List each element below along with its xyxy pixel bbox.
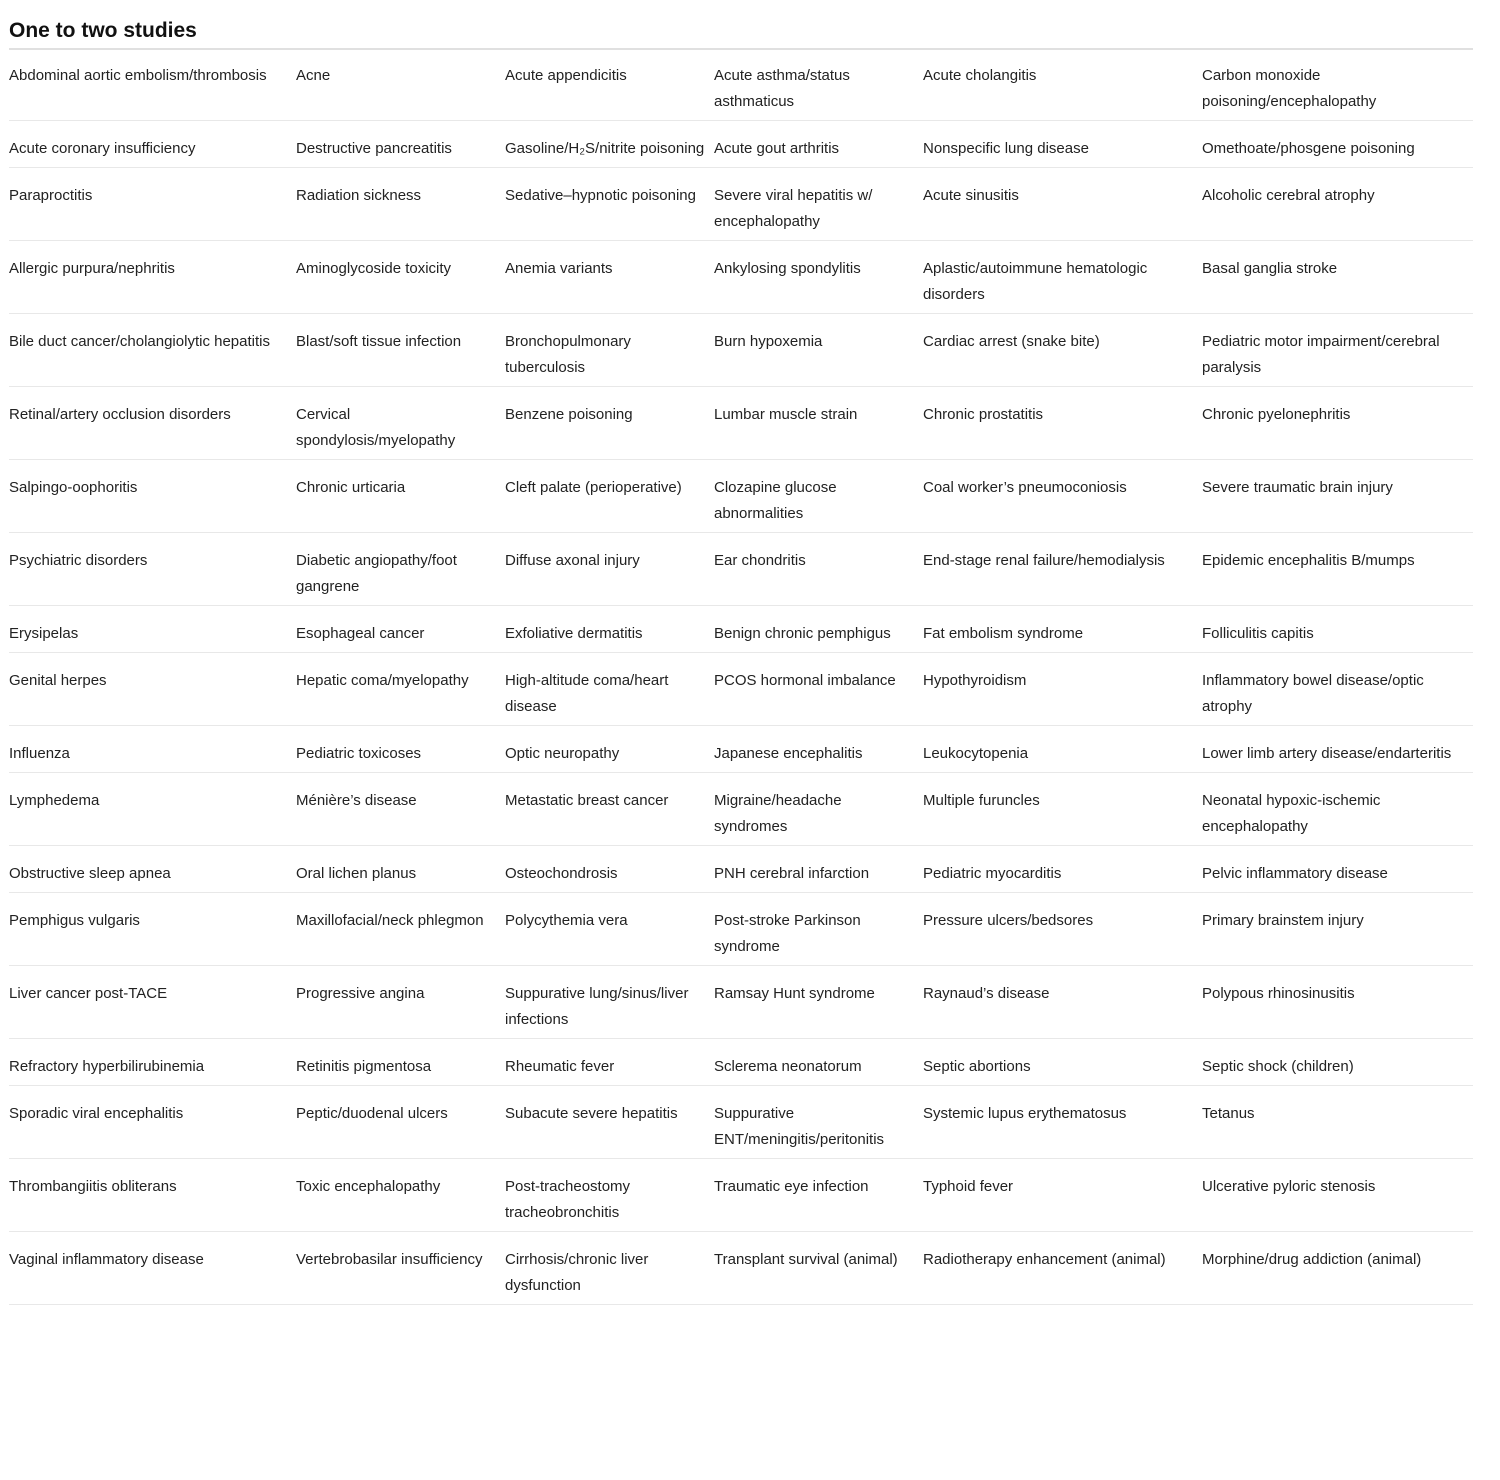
table-cell: Peptic/duodenal ulcers <box>296 1105 448 1122</box>
table-cell: Septic shock (children) <box>1202 1058 1354 1075</box>
table-cell: Migraine/headache syndromes <box>714 792 842 835</box>
table-cell: Psychiatric disorders <box>9 552 148 569</box>
table-cell: Epidemic encephalitis B/mumps <box>1202 552 1415 569</box>
table-cell: Optic neuropathy <box>505 745 620 762</box>
table-cell: Maxillofacial/neck phlegmon <box>296 912 484 929</box>
table-cell: Chronic pyelonephritis <box>1202 406 1351 423</box>
table-row <box>9 387 1473 460</box>
table-cell: Bile duct cancer/cholangiolytic hepatitis <box>9 333 270 350</box>
table-cell: Acute cholangitis <box>923 67 1037 84</box>
table-cell: Allergic purpura/nephritis <box>9 260 175 277</box>
table-cell: Multiple furuncles <box>923 792 1040 809</box>
table-cell: Ulcerative pyloric stenosis <box>1202 1178 1376 1195</box>
table-cell: Acute sinusitis <box>923 187 1019 204</box>
table-row <box>9 1232 1473 1305</box>
table-cell: Acute coronary insufficiency <box>9 140 196 157</box>
table-cell: Diffuse axonal injury <box>505 552 640 569</box>
table-cell: Cardiac arrest (snake bite) <box>923 333 1100 350</box>
table-cell: Severe traumatic brain injury <box>1202 479 1393 496</box>
table-cell: Oral lichen planus <box>296 865 417 882</box>
table-cell: Suppurative lung/sinus/liver infections <box>505 985 689 1028</box>
table-cell: Hepatic coma/myelopathy <box>296 672 469 689</box>
table-cell: Toxic encephalopathy <box>296 1178 441 1195</box>
table-cell: Subacute severe hepatitis <box>505 1105 678 1122</box>
table-cell: Acute gout arthritis <box>714 140 840 157</box>
table-cell: Pelvic inflammatory disease <box>1202 865 1388 882</box>
table-cell: Pediatric motor impairment/cerebral paralysis <box>1202 333 1440 376</box>
table-cell: Vertebrobasilar insufficiency <box>296 1251 483 1268</box>
table-cell: Aplastic/autoimmune hematologic disorders <box>923 260 1148 303</box>
table-cell: Basal ganglia stroke <box>1202 260 1338 277</box>
table-row <box>9 726 1473 773</box>
table-row <box>9 533 1473 606</box>
table-cell: Polycythemia vera <box>505 912 628 929</box>
table-cell: Raynaud’s disease <box>923 985 1050 1002</box>
table-cell: Lymphedema <box>9 792 100 809</box>
table-cell: Thrombangiitis obliterans <box>9 1178 177 1195</box>
table-cell: Pediatric toxicoses <box>296 745 422 762</box>
table-cell: Destructive pancreatitis <box>296 140 452 157</box>
table-row <box>9 241 1473 314</box>
section-title: One to two studies <box>9 0 1473 50</box>
table-cell: Transplant survival (animal) <box>714 1251 898 1268</box>
table-cell: Exfoliative dermatitis <box>505 625 643 642</box>
table-cell: Paraproctitis <box>9 187 93 204</box>
table-cell: Systemic lupus erythematosus <box>923 1105 1127 1122</box>
table-cell: Sporadic viral encephalitis <box>9 1105 184 1122</box>
table-cell: Burn hypoxemia <box>714 333 823 350</box>
table-cell: Obstructive sleep apnea <box>9 865 171 882</box>
table-cell: Acute appendicitis <box>505 67 627 84</box>
table-cell: Diabetic angiopathy/foot gangrene <box>296 552 457 595</box>
table-cell: Carbon monoxide poisoning/encephalopathy <box>1202 67 1377 110</box>
table-cell: PNH cerebral infarction <box>714 865 870 882</box>
table-cell: Cervical spondylosis/myelopathy <box>296 406 456 449</box>
table-cell: Folliculitis capitis <box>1202 625 1314 642</box>
table-cell: Coal worker’s pneumoconiosis <box>923 479 1127 496</box>
table-cell: Alcoholic cerebral atrophy <box>1202 187 1375 204</box>
table-cell: Vaginal inflammatory disease <box>9 1251 204 1268</box>
table-cell: Primary brainstem injury <box>1202 912 1364 929</box>
table-cell: Clozapine glucose abnormalities <box>714 479 837 522</box>
table-cell: Chronic prostatitis <box>923 406 1044 423</box>
table-row <box>9 966 1473 1039</box>
table-cell: Retinal/artery occlusion disorders <box>9 406 231 423</box>
table-cell: Ménière’s disease <box>296 792 417 809</box>
table-cell: Septic abortions <box>923 1058 1031 1075</box>
table-cell: Genital herpes <box>9 672 107 689</box>
table-cell: Esophageal cancer <box>296 625 425 642</box>
table-cell: Tetanus <box>1202 1105 1255 1122</box>
table-cell: Rheumatic fever <box>505 1058 615 1075</box>
condition-table-body <box>9 50 1473 1305</box>
table-cell: Aminoglycoside toxicity <box>296 260 452 277</box>
table-cell: Acute asthma/status asthmaticus <box>714 67 850 110</box>
table-cell: Refractory hyperbilirubinemia <box>9 1058 205 1075</box>
table-cell: Retinitis pigmentosa <box>296 1058 432 1075</box>
table-cell: Sclerema neonatorum <box>714 1058 862 1075</box>
table-row <box>9 121 1473 168</box>
table-row <box>9 314 1473 387</box>
table-cell: End-stage renal failure/hemodialysis <box>923 552 1165 569</box>
table-cell: Gasoline/H₂S/nitrite poisoning <box>505 140 705 157</box>
table-cell: Chronic urticaria <box>296 479 406 496</box>
table-cell: Japanese encephalitis <box>714 745 863 762</box>
table-cell: High-altitude coma/heart disease <box>505 672 669 715</box>
table-cell: Neonatal hypoxic-ischemic encephalopathy <box>1202 792 1381 835</box>
table-row <box>9 168 1473 241</box>
table-row <box>9 460 1473 533</box>
table-cell: Fat embolism syndrome <box>923 625 1084 642</box>
table-cell: Cirrhosis/chronic liver dysfunction <box>505 1251 649 1294</box>
table-cell: Abdominal aortic embolism/thrombosis <box>9 67 267 84</box>
table-cell: Typhoid fever <box>923 1178 1014 1195</box>
table-cell: Erysipelas <box>9 625 79 642</box>
table-cell: Cleft palate (perioperative) <box>505 479 682 496</box>
table-cell: Hypothyroidism <box>923 672 1027 689</box>
table-cell: Benzene poisoning <box>505 406 633 423</box>
table-cell: Inflammatory bowel disease/optic atrophy <box>1202 672 1424 715</box>
table-cell: Salpingo-oophoritis <box>9 479 138 496</box>
table-cell: Liver cancer post-TACE <box>9 985 168 1002</box>
table-cell: Leukocytopenia <box>923 745 1029 762</box>
table-row <box>9 653 1473 726</box>
table-row <box>9 1086 1473 1159</box>
table-cell: Traumatic eye infection <box>714 1178 869 1195</box>
table-cell: Pemphigus vulgaris <box>9 912 140 929</box>
table-cell: Ramsay Hunt syndrome <box>714 985 875 1002</box>
table-cell: Morphine/drug addiction (animal) <box>1202 1251 1422 1268</box>
table-cell: Post-tracheostomy tracheobronchitis <box>505 1178 631 1221</box>
table-cell: Lumbar muscle strain <box>714 406 858 423</box>
table-cell: Lower limb artery disease/endarteritis <box>1202 745 1452 762</box>
table-row <box>9 773 1473 846</box>
table-cell: Bronchopulmonary tuberculosis <box>505 333 631 376</box>
table-cell: Blast/soft tissue infection <box>296 333 462 350</box>
table-cell: PCOS hormonal imbalance <box>714 672 896 689</box>
table-cell: Nonspecific lung disease <box>923 140 1089 157</box>
table-cell: Post-stroke Parkinson syndrome <box>714 912 861 955</box>
table-cell: Ear chondritis <box>714 552 806 569</box>
table-cell: Omethoate/phosgene poisoning <box>1202 140 1415 157</box>
table-row <box>9 606 1473 653</box>
table-cell: Influenza <box>9 745 70 762</box>
table-cell: Radiation sickness <box>296 187 422 204</box>
table-cell: Pediatric myocarditis <box>923 865 1062 882</box>
table-row <box>9 50 1473 121</box>
table-row <box>9 846 1473 893</box>
table-cell: Benign chronic pemphigus <box>714 625 891 642</box>
table-cell: Metastatic breast cancer <box>505 792 669 809</box>
table-cell: Suppurative ENT/meningitis/peritonitis <box>714 1105 885 1148</box>
table-row <box>9 1039 1473 1086</box>
table-cell: Pressure ulcers/bedsores <box>923 912 1094 929</box>
table-cell: Polypous rhinosinusitis <box>1202 985 1355 1002</box>
table-cell: Anemia variants <box>505 260 613 277</box>
condition-table <box>9 50 1473 1305</box>
table-row <box>9 893 1473 966</box>
table-cell: Sedative–hypnotic poisoning <box>505 187 696 204</box>
table-cell: Osteochondrosis <box>505 865 618 882</box>
table-cell: Radiotherapy enhancement (animal) <box>923 1251 1166 1268</box>
table-cell: Progressive angina <box>296 985 425 1002</box>
table-row <box>9 1159 1473 1232</box>
table-cell: Severe viral hepatitis w/ encephalopathy <box>714 187 873 230</box>
table-cell: Ankylosing spondylitis <box>714 260 861 277</box>
table-cell: Acne <box>296 67 331 84</box>
